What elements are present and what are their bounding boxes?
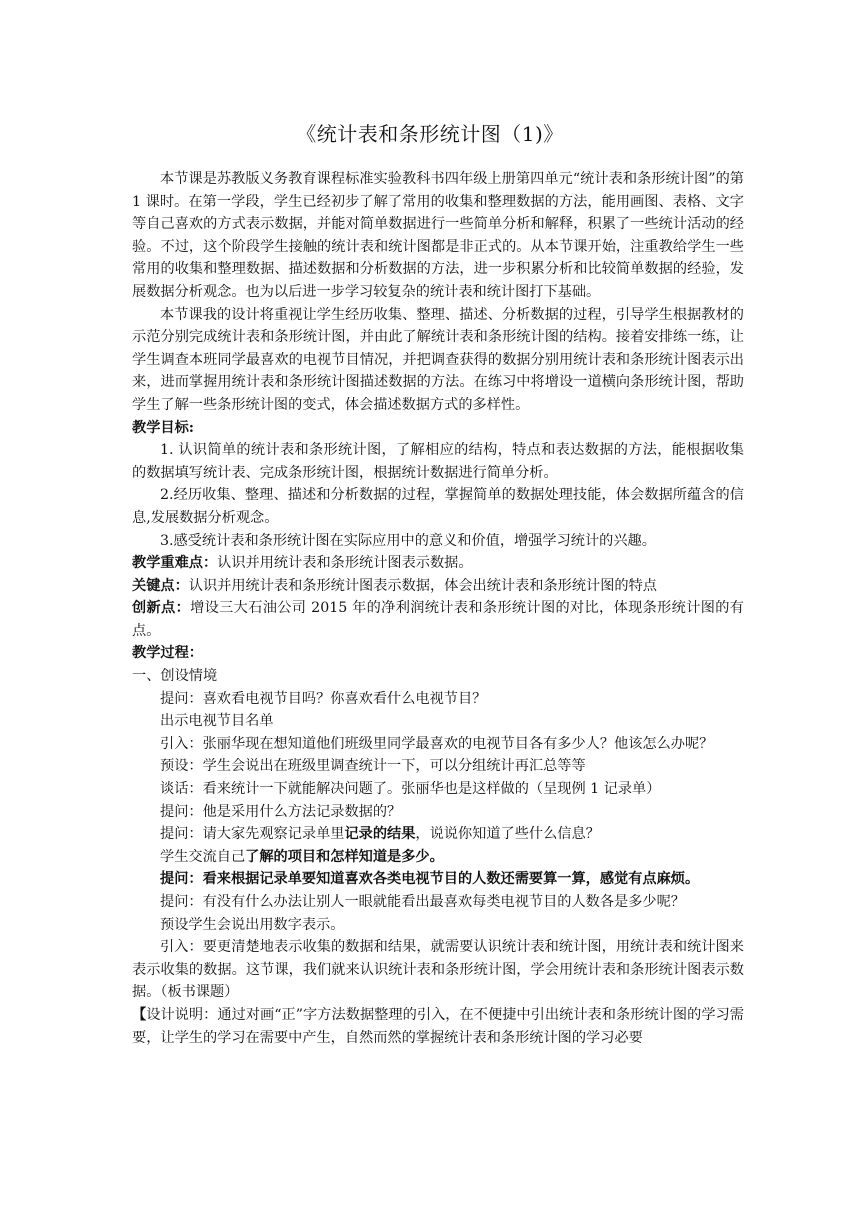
process-line-10: 提问：有没有什么办法让别人一眼就能看出最喜欢每类电视节目的人数各是多少呢？ — [160, 894, 685, 910]
intro-paragraph-2: 本节课我的设计将重视让学生经历收集、整理、描述、分析数据的过程，引导学生根据教材的示范分别完成统计表和条形统计图，并由此了解统计表和条形统计图的结构。接着安排练一练，让学生调查本班同学最喜欢的电视节目情况，并把调查获得的数据分别用统计表和条形统计图表示出来，进而掌握用统计表和条形统计图描述数据的方法。在练习中将增设一道横向条形统计图，帮助学生了解一些条形统计图的变式，体会描述数据方式的多样性。 — [132, 306, 744, 413]
goals-heading: 教学目标: — [132, 419, 194, 436]
goal-1: 1. 认识简单的统计表和条形统计图，了解相应的结构，特点和表达数据的方法，能根据收集的数据填写统计表、完成条形统计图，根据统计数据进行简单分析。 — [132, 442, 744, 481]
process-line-8-bold: 了解的项目和怎样知道是多少。 — [245, 848, 444, 865]
process-line-7-c: ，说说你知道了些什么信息？ — [415, 826, 600, 843]
page-title: 《统计表和条形统计图（1)》 — [296, 122, 564, 146]
process-line-8 — [132, 846, 744, 869]
process-line-3: 引入：张丽华现在想知道他们班级里同学最喜欢的电视节目各有多少人？他该怎么办呢？ — [160, 735, 714, 752]
goal-2: 2.经历收集、整理、描述和分析数据的过程，掌握简单的数据处理技能，体会数据所蕴含的信息,发展数据分析观念。 — [132, 487, 744, 526]
difficulty-text: 认识并用统计表和条形统计图表示数据。 — [217, 555, 473, 572]
process-line-4: 预设：学生会说出在班级里调查统计一下，可以分组统计再汇总等等 — [160, 758, 586, 775]
process-line-6: 提问：他是采用什么方法记录数据的？ — [160, 803, 402, 820]
key-point-line — [132, 575, 744, 598]
goal-3: 3.感受统计表和条形统计图在实际应用中的意义和价值，增强学习统计的兴趣。 — [160, 532, 656, 549]
innovation-text: 增设三大石油公司 2015 年的净利润统计表和条形统计图的对比，体现条形统计图的有点。 — [132, 600, 744, 639]
process-line-11: 预设学生会说出用数字表示。 — [160, 916, 345, 933]
process-line-1: 提问：喜欢看电视节目吗？你喜欢看什么电视节目？ — [160, 690, 487, 707]
innovation-label: 创新点： — [132, 600, 191, 617]
design-note — [132, 1004, 744, 1049]
process-line-9: 提问：看来根据记录单要知道喜欢各类电视节目的人数还需要算一算，感觉有点麻烦。 — [160, 871, 700, 888]
key-point-text: 认识并用统计表和条形统计图表示数据，体会出统计表和条形统计图的特点 — [188, 577, 657, 594]
process-line-2: 出示电视节目名单 — [160, 713, 274, 730]
key-point-label: 关键点： — [132, 577, 189, 594]
intro-paragraph-1: 本节课是苏教版义务教育课程标准实验教科书四年级上册第四单元“统计表和条形统计图”的第 1 课时。在第一学段，学生已经初步了解了常用的收集和整理数据的方法，能用画图、表格、文字等自己喜欢的方式表示数据，并能对简单数据进行一些简单分析和解释，积累了一些统计活动的经验。不过，这个阶段学生接触的统计表和统计图都是非正式的。从本节课开始，注重教给学生一些常用的收集和整理数据、描述数据和分析数据的方法，进一步积累分析和比较简单数据的经验，发展数据分析观念。也为以后进一步学习较复杂的统计表和统计图打下基础。 — [132, 171, 744, 300]
process-line-7 — [132, 823, 744, 846]
section-1-heading: 一、创设情境 — [132, 668, 218, 685]
process-line-7-a: 提问：请大家先观察记录单里 — [160, 826, 345, 843]
process-line-12: 引入：要更清楚地表示收集的数据和结果，就需要认识统计表和统计图，用统计表和统计图来表示收集的数据。这节课，我们就来认识统计表和条形统计图，学会用统计表和条形统计图表示数据。（板书课题） — [132, 939, 744, 1001]
document-body — [132, 168, 744, 1049]
process-line-5: 谈话：看来统计一下就能解决问题了。张丽华也是这样做的（呈现例 1 记录单） — [160, 781, 661, 798]
difficulty-label: 教学重难点： — [132, 555, 218, 572]
difficulty-line — [132, 552, 744, 575]
innovation-line — [132, 597, 744, 642]
process-line-7-bold: 记录的结果 — [344, 826, 416, 843]
process-heading: 教学过程： — [132, 645, 203, 662]
design-note-bracket: 【 — [132, 1006, 147, 1023]
design-note-text: 设计说明：通过对画“正”字方法数据整理的引入，在不便捷中引出统计表和条形统计图的学习需要，让学生的学习在需要中产生，自然而然的掌握统计表和条形统计图的学习必要 — [132, 1006, 744, 1046]
process-line-8-a: 学生交流自己 — [160, 848, 246, 865]
